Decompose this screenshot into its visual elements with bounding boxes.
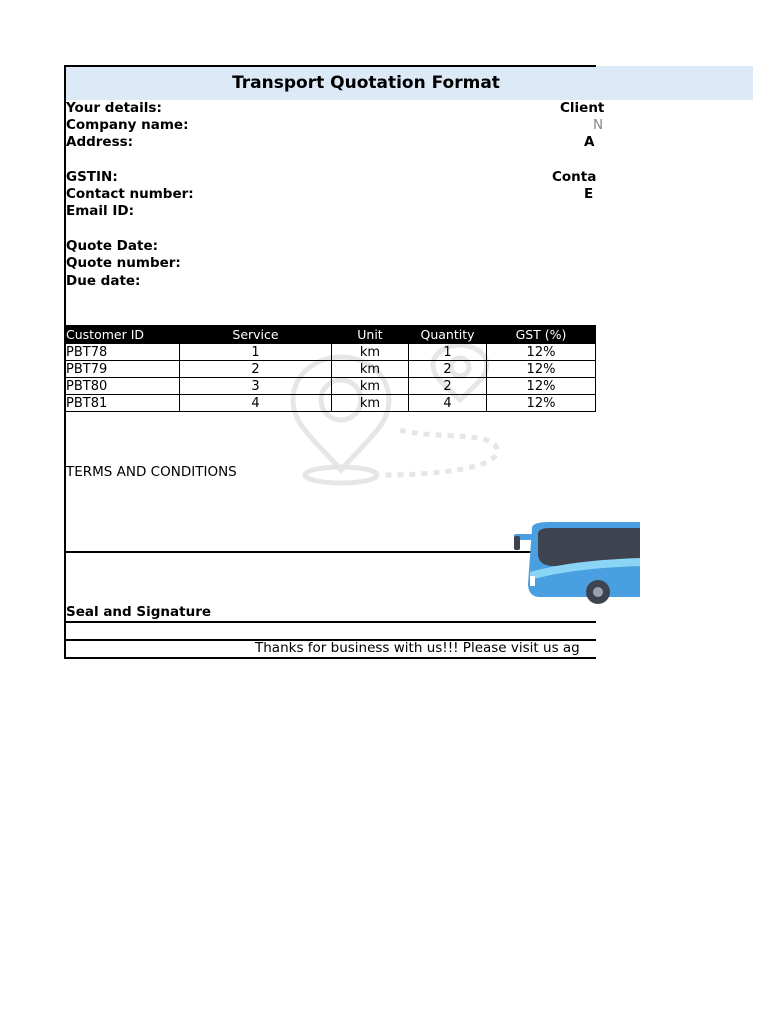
your-details-label: Your details: bbox=[66, 100, 162, 116]
quote-date-label: Quote Date: bbox=[66, 238, 158, 254]
terms-heading: TERMS AND CONDITIONS bbox=[66, 464, 237, 480]
table-row bbox=[65, 395, 596, 412]
cell-service: 1 bbox=[180, 344, 332, 361]
cell-unit: km bbox=[332, 361, 409, 378]
divider-line bbox=[64, 621, 596, 623]
table-row bbox=[65, 344, 596, 361]
quote-number-label: Quote number: bbox=[66, 255, 181, 271]
due-date-label: Due date: bbox=[66, 273, 141, 289]
cell-unit: km bbox=[332, 344, 409, 361]
header-unit: Unit bbox=[332, 326, 409, 344]
cell-gst: 12% bbox=[487, 395, 596, 412]
quotation-table bbox=[64, 325, 596, 412]
cell-gst: 12% bbox=[487, 344, 596, 361]
gstin-label: GSTIN: bbox=[66, 169, 118, 185]
header-gst: GST (%) bbox=[487, 326, 596, 344]
header-customer-id: Customer ID bbox=[65, 326, 180, 344]
cell-customer-id: PBT79 bbox=[65, 361, 180, 378]
cell-customer-id: PBT81 bbox=[65, 395, 180, 412]
cell-unit: km bbox=[332, 395, 409, 412]
cell-gst: 12% bbox=[487, 378, 596, 395]
cell-service: 3 bbox=[180, 378, 332, 395]
client-email-label: E bbox=[584, 186, 594, 202]
bus-icon bbox=[510, 520, 650, 605]
cell-gst: 12% bbox=[487, 361, 596, 378]
cell-service: 2 bbox=[180, 361, 332, 378]
footer-clip bbox=[64, 640, 596, 658]
page-title: Transport Quotation Format bbox=[232, 73, 500, 93]
bus-clip bbox=[510, 520, 596, 605]
client-contact-label: Conta bbox=[552, 169, 597, 185]
client-address-label: A bbox=[584, 134, 595, 150]
header-quantity: Quantity bbox=[409, 326, 487, 344]
header-service: Service bbox=[180, 326, 332, 344]
client-details-clip bbox=[500, 95, 605, 215]
cell-unit: km bbox=[332, 378, 409, 395]
client-name-label: N bbox=[593, 117, 604, 133]
email-id-label: Email ID: bbox=[66, 203, 134, 219]
table-row bbox=[65, 378, 596, 395]
company-name-label: Company name: bbox=[66, 117, 189, 133]
cell-quantity: 2 bbox=[409, 378, 487, 395]
address-label: Address: bbox=[66, 134, 134, 150]
client-label: Client bbox=[560, 100, 605, 116]
seal-signature-label: Seal and Signature bbox=[66, 604, 212, 620]
footer-message: Thanks for business with us!!! Please visit us ag bbox=[255, 640, 580, 656]
table-header-row bbox=[65, 326, 596, 344]
cell-quantity: 1 bbox=[409, 344, 487, 361]
cell-customer-id: PBT80 bbox=[65, 378, 180, 395]
cell-quantity: 4 bbox=[409, 395, 487, 412]
cell-quantity: 2 bbox=[409, 361, 487, 378]
cell-service: 4 bbox=[180, 395, 332, 412]
cell-customer-id: PBT78 bbox=[65, 344, 180, 361]
table-row bbox=[65, 361, 596, 378]
contact-number-label: Contact number: bbox=[66, 186, 194, 202]
